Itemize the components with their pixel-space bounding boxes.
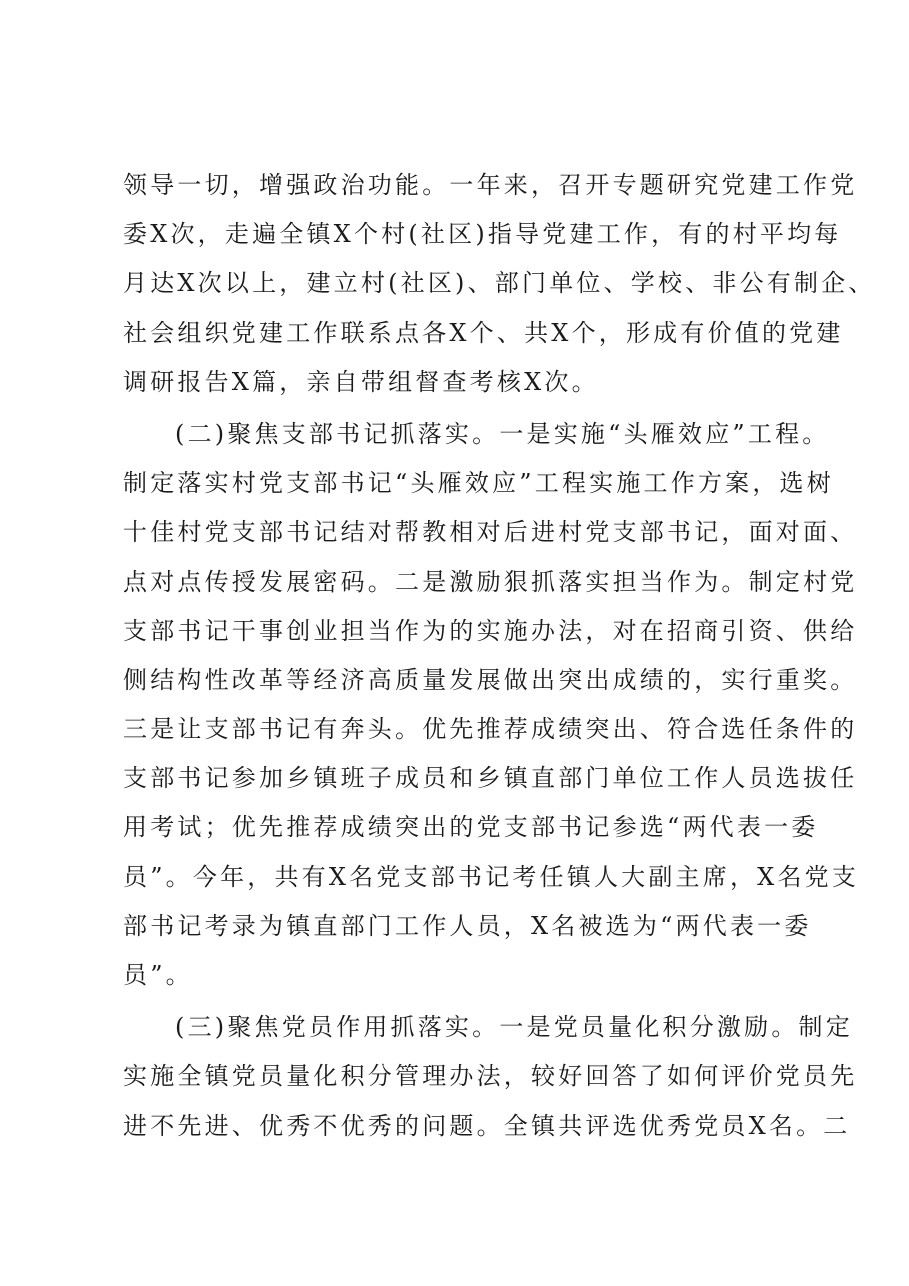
text-line: 调研报告X篇，亲自带组督查考核X次。 — [123, 367, 599, 396]
text-line: 实施全镇党员量化积分管理办法，较好回答了如何评价党员先 — [123, 1062, 858, 1091]
text-line: 员”。 — [123, 961, 193, 989]
text-line: 支部书记参加乡镇班子成员和乡镇直部门单位工作人员选拔任 — [123, 764, 858, 793]
paragraph-heading-line: (二)聚焦支部书记抓落实。一是实施“头雁效应”工程。 — [175, 419, 830, 448]
text-line: 进不先进、优秀不优秀的问题。全镇共评选优秀党员X名。二 — [123, 1111, 851, 1140]
text-line: 三是让支部书记有奔头。优先推荐成绩突出、符合选任条件的 — [123, 715, 858, 744]
body-text — [123, 161, 876, 1151]
text-line: 员”。今年，共有X名党支部书记考任镇人大副主席，X名党支 — [123, 862, 860, 891]
text-line: 十佳村党支部书记结对帮教相对后进村党支部书记，面对面、 — [123, 518, 858, 547]
text-line: 月达X次以上，建立村(社区)、部门单位、学校、非公有制企、 — [123, 269, 876, 298]
text-line: 领导一切，增强政治功能。一年来，召开专题研究党建工作党 — [123, 171, 858, 199]
text-line: 侧结构性改革等经济高质量发展做出突出成绩的，实行重奖。 — [123, 665, 858, 694]
text-line: 支部书记干事创业担当作为的实施办法，对在招商引资、供给 — [123, 616, 858, 645]
text-line: 委X次，走遍全镇X个村(社区)指导党建工作，有的村平均每 — [123, 220, 842, 249]
text-line: 点对点传授发展密码。二是激励狠抓落实担当作为。制定村党 — [123, 567, 858, 596]
text-line: 用考试；优先推荐成绩突出的党支部书记参选“两代表一委 — [123, 813, 819, 842]
paragraph-heading-line: (三)聚焦党员作用抓落实。一是党员量化积分激励。制定 — [175, 1013, 853, 1042]
text-line: 制定落实村党支部书记“头雁效应”工程实施工作方案，选树 — [123, 469, 834, 498]
text-line: 部书记考录为镇直部门工作人员，X名被选为“两代表一委 — [123, 911, 812, 940]
text-line: 社会组织党建工作联系点各X个、共X个，形成有价值的党建 — [123, 318, 844, 347]
